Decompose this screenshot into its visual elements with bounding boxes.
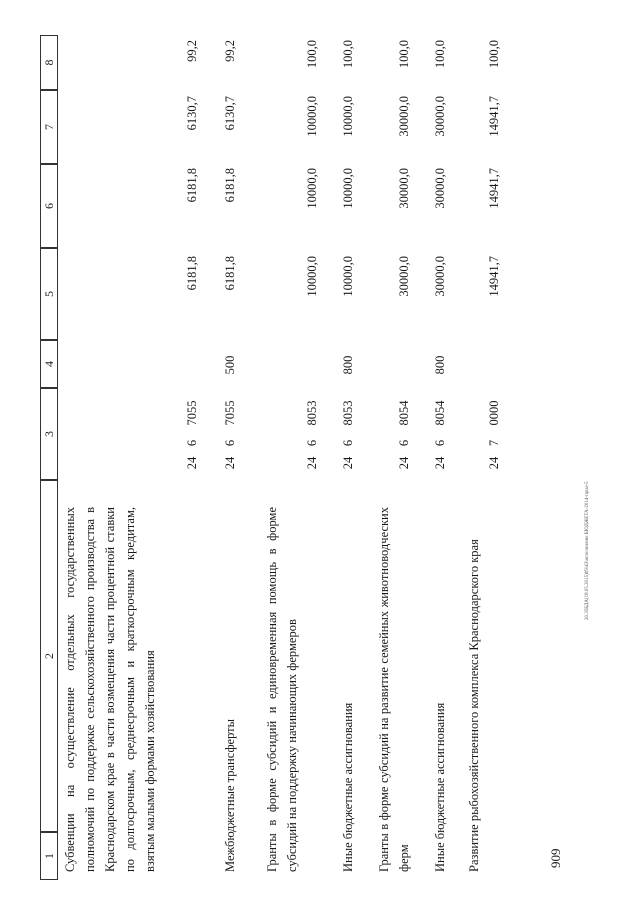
row-col6: 10000,0 — [341, 168, 355, 209]
row-col6: 6181,8 — [223, 168, 237, 203]
row-col7: 6130,7 — [223, 96, 237, 131]
row-code-c: 7055 — [185, 400, 199, 426]
row-col5: 14941,7 — [487, 256, 501, 297]
row-code-a: 24 — [305, 456, 319, 470]
row-code-b: 6 — [433, 439, 447, 447]
row-name: Межбюджетные трансферты — [223, 718, 237, 872]
row-code-a: 24 — [433, 456, 447, 470]
row-col8: 100,0 — [397, 40, 411, 69]
row-code-a: 24 — [397, 456, 411, 470]
row-code-b: 7 — [487, 439, 501, 447]
header-col-1: 1 — [40, 832, 58, 880]
row-col6: 10000,0 — [305, 168, 319, 209]
row-col8: 99,2 — [223, 40, 237, 62]
row-col6: 6181,8 — [185, 168, 199, 203]
row-code-a: 24 — [185, 456, 199, 470]
file-path-note: 20.35БДА(18.05.2015)09\43\исполнение БЮДЖЕТА-2014-прил-5 — [585, 481, 590, 620]
header-col-3: 3 — [40, 388, 58, 480]
row-code-a: 24 — [223, 456, 237, 470]
row-col5: 10000,0 — [305, 256, 319, 297]
row-col7: 6130,7 — [185, 96, 199, 131]
row-name: Иные бюджетные ассигнования — [433, 702, 447, 872]
header-col-2: 2 — [40, 480, 58, 832]
row-col8: 100,0 — [341, 40, 355, 69]
row-name: Гранты в форме субсидий на развитие семейных животноводческих ферм — [377, 507, 411, 872]
row-col8: 99,2 — [185, 40, 199, 62]
header-col-5: 5 — [40, 248, 58, 340]
row-code-c: 7055 — [223, 400, 237, 426]
row-code-b: 6 — [397, 439, 411, 447]
row-col5: 6181,8 — [223, 256, 237, 291]
row-col5: 30000,0 — [397, 256, 411, 297]
row-code-b: 6 — [341, 439, 355, 447]
row-col8: 100,0 — [487, 40, 501, 69]
row-col5: 30000,0 — [433, 256, 447, 297]
row-name: Субвенции на осуществление отдельных государственных полномочий по поддержке сельскохозяйственного производства в Краснодарском крае в части возмещения части процентной ставки по долгосрочным, среднесрочным и краткосрочным кредитам, взятым малыми формами хозяйствования — [63, 507, 157, 872]
row-code-c: 8053 — [341, 400, 355, 426]
row-code-c: 8054 — [397, 400, 411, 426]
row-code-c: 8054 — [433, 400, 447, 426]
row-code-b: 6 — [305, 439, 319, 447]
header-col-7: 7 — [40, 90, 58, 164]
row-vr: 800 — [433, 355, 447, 375]
row-col7: 30000,0 — [397, 96, 411, 137]
row-code-c: 0000 — [487, 400, 501, 426]
row-code-a: 24 — [487, 456, 501, 470]
row-col5: 10000,0 — [341, 256, 355, 297]
row-code-a: 24 — [341, 456, 355, 470]
row-name: Иные бюджетные ассигнования — [341, 702, 355, 872]
row-col6: 30000,0 — [433, 168, 447, 209]
row-col7: 30000,0 — [433, 96, 447, 137]
row-col7: 10000,0 — [341, 96, 355, 137]
header-col-8: 8 — [40, 35, 58, 90]
row-code-b: 6 — [185, 439, 199, 447]
row-vr: 800 — [341, 355, 355, 375]
row-col7: 10000,0 — [305, 96, 319, 137]
header-col-6: 6 — [40, 164, 58, 248]
row-name: Гранты в форме субсидий и единовременная помощь в форме субсидий на поддержку начинающих фермеров — [265, 507, 299, 872]
row-code-c: 8053 — [305, 400, 319, 426]
row-col6: 30000,0 — [397, 168, 411, 209]
page-number: 909 — [548, 848, 563, 868]
row-col8: 100,0 — [433, 40, 447, 69]
row-code-b: 6 — [223, 439, 237, 447]
header-col-4: 4 — [40, 340, 58, 388]
row-col5: 6181,8 — [185, 256, 199, 291]
row-col7: 14941,7 — [487, 96, 501, 137]
row-col8: 100,0 — [305, 40, 319, 69]
document-page — [40, 35, 605, 880]
row-vr: 500 — [223, 355, 237, 375]
row-name: Развитие рыбохозяйственного комплекса Краснодарского края — [467, 539, 481, 872]
row-col6: 14941,7 — [487, 168, 501, 209]
